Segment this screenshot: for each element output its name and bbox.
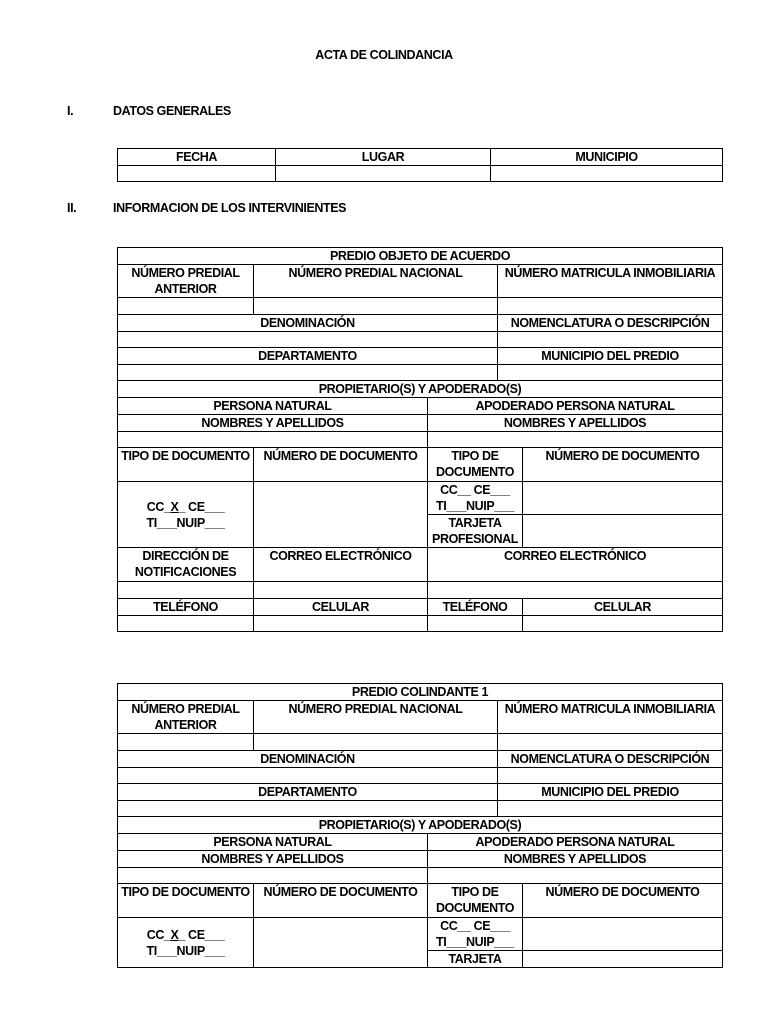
col-tipo-documento-apoderado-label: TIPO DE DOCUMENTO [428,884,523,918]
col-municipio-predio-field[interactable] [498,801,723,817]
col-num-matricula-field[interactable] [498,734,723,751]
col-num-predial-nacional-label: NÚMERO PREDIAL NACIONAL [254,701,498,734]
telefono-field[interactable] [118,616,254,632]
col-municipio-predio-label: MUNICIPIO DEL PREDIO [498,784,723,801]
num-predial-nacional-label: NÚMERO PREDIAL NACIONAL [254,265,498,298]
num-matricula-field[interactable] [498,298,723,315]
fecha-header: FECHA [118,149,276,166]
num-predial-nacional-field[interactable] [254,298,498,315]
lugar-field[interactable] [276,166,491,182]
nombres-apellidos-field[interactable] [118,432,428,448]
apoderado-label: APODERADO PERSONA NATURAL [428,398,723,415]
fecha-field[interactable] [118,166,276,182]
predio-colindante-header: PREDIO COLINDANTE 1 [118,684,723,701]
correo-apoderado-field[interactable] [428,582,723,599]
municipio-predio-field[interactable] [498,365,723,381]
departamento-field[interactable] [118,365,498,381]
ti-nuip-apoderado-options[interactable]: TI___NUIP___ [436,499,514,513]
direccion-field[interactable] [118,582,254,599]
section-2-title: INFORMACION DE LOS INTERVINIENTES [113,201,347,215]
lugar-header: LUGAR [276,149,491,166]
tarjeta-profesional-label: TARJETA PROFESIONAL [428,515,523,548]
col-tarjeta-field[interactable] [523,951,723,968]
col-cc-ce-apoderado-options[interactable]: CC__ CE___ [440,919,510,933]
numero-documento-label: NÚMERO DE DOCUMENTO [254,448,428,482]
nomenclatura-label: NOMENCLATURA O DESCRIPCIÓN [498,315,723,332]
numero-documento-field[interactable] [254,482,428,548]
col-num-predial-anterior-label: NÚMERO PREDIAL ANTERIOR [118,701,254,734]
correo-electronico-label: CORREO ELECTRÓNICO [254,548,428,582]
cc-option-label: CC_ [146,499,171,514]
cc-ce-apoderado-options[interactable]: CC__ CE___ [440,483,510,497]
direccion-notificaciones-label: DIRECCIÓN DE NOTIFICACIONES [118,548,254,582]
municipio-predio-label: MUNICIPIO DEL PREDIO [498,348,723,365]
num-predial-anterior-field[interactable] [118,298,254,315]
tipo-documento-options [118,482,254,548]
nombres-apellidos-apoderado-field[interactable] [428,432,723,448]
ce-option-label: _ CE___ [178,499,225,514]
col-tipo-documento-options [118,918,254,968]
col-denominacion-label: DENOMINACIÓN [118,751,498,768]
tipo-documento-apoderado-label: TIPO DE DOCUMENTO [428,448,523,482]
col-nombres-apellidos-field[interactable] [118,868,428,884]
nomenclatura-field[interactable] [498,332,723,348]
predio-objeto-table [117,247,723,632]
col-numero-documento-label: NÚMERO DE DOCUMENTO [254,884,428,918]
col-departamento-label: DEPARTAMENTO [118,784,498,801]
celular-label: CELULAR [254,599,428,616]
telefono-apoderado-label: TELÉFONO [428,599,523,616]
municipio-field[interactable] [491,166,723,182]
col-apoderado-label: APODERADO PERSONA NATURAL [428,834,723,851]
celular-field[interactable] [254,616,428,632]
col-cc-selected-mark[interactable]: X [170,927,179,942]
cc-selected-mark[interactable]: X [170,499,179,514]
col-nombres-apellidos-apoderado-label: NOMBRES Y APELLIDOS [428,851,723,868]
col-tipo-documento-apoderado-options[interactable] [428,918,523,951]
col-denominacion-field[interactable] [118,768,498,784]
col-numero-documento-field[interactable] [254,918,428,968]
tipo-documento-label: TIPO DE DOCUMENTO [118,448,254,482]
numero-documento-apoderado-label: NÚMERO DE DOCUMENTO [523,448,723,482]
section-1-title: DATOS GENERALES [113,104,231,118]
correo-electronico-apoderado-label: CORREO ELECTRÓNICO [428,548,723,582]
col-persona-natural-label: PERSONA NATURAL [118,834,428,851]
telefono-label: TELÉFONO [118,599,254,616]
tipo-documento-apoderado-options[interactable] [428,482,523,515]
col-tipo-documento-label: TIPO DE DOCUMENTO [118,884,254,918]
num-matricula-label: NÚMERO MATRICULA INMOBILIARIA [498,265,723,298]
persona-natural-label: PERSONA NATURAL [118,398,428,415]
section-1-number: I. [67,104,74,118]
col-cc-option-label: CC_ [146,927,171,942]
section-2-number: II. [67,201,77,215]
nombres-apellidos-label: NOMBRES Y APELLIDOS [118,415,428,432]
num-predial-anterior-label: NÚMERO PREDIAL ANTERIOR [118,265,254,298]
predio-objeto-header: PREDIO OBJETO DE ACUERDO [118,248,723,265]
nombres-apellidos-apoderado-label: NOMBRES Y APELLIDOS [428,415,723,432]
celular-apoderado-label: CELULAR [523,599,723,616]
col-nomenclatura-label: NOMENCLATURA O DESCRIPCIÓN [498,751,723,768]
col-propietarios-header: PROPIETARIO(S) Y APODERADO(S) [118,817,723,834]
denominacion-field[interactable] [118,332,498,348]
col-ti-nuip-apoderado-options[interactable]: TI___NUIP___ [436,935,514,949]
col-tarjeta-label: TARJETA [428,951,523,968]
municipio-header: MUNICIPIO [491,149,723,166]
propietarios-header: PROPIETARIO(S) Y APODERADO(S) [118,381,723,398]
telefono-apoderado-field[interactable] [428,616,523,632]
tarjeta-profesional-field[interactable] [523,515,723,548]
correo-field[interactable] [254,582,428,599]
datos-generales-table [117,148,723,182]
col-nombres-apellidos-apoderado-field[interactable] [428,868,723,884]
col-num-matricula-label: NÚMERO MATRICULA INMOBILIARIA [498,701,723,734]
col-ti-nuip-options[interactable]: TI___NUIP___ [146,943,225,958]
col-num-predial-nacional-field[interactable] [254,734,498,751]
numero-documento-apoderado-field[interactable] [523,482,723,515]
col-departamento-field[interactable] [118,801,498,817]
col-num-predial-anterior-field[interactable] [118,734,254,751]
celular-apoderado-field[interactable] [523,616,723,632]
col-nombres-apellidos-label: NOMBRES Y APELLIDOS [118,851,428,868]
col-ce-option-label: _ CE___ [178,927,225,942]
ti-nuip-options[interactable]: TI___NUIP___ [146,515,225,530]
departamento-label: DEPARTAMENTO [118,348,498,365]
predio-colindante-table [117,683,723,968]
col-numero-documento-apoderado-field[interactable] [523,918,723,951]
denominacion-label: DENOMINACIÓN [118,315,498,332]
col-nomenclatura-field[interactable] [498,768,723,784]
col-numero-documento-apoderado-label: NÚMERO DE DOCUMENTO [523,884,723,918]
document-title: ACTA DE COLINDANCIA [315,48,453,62]
